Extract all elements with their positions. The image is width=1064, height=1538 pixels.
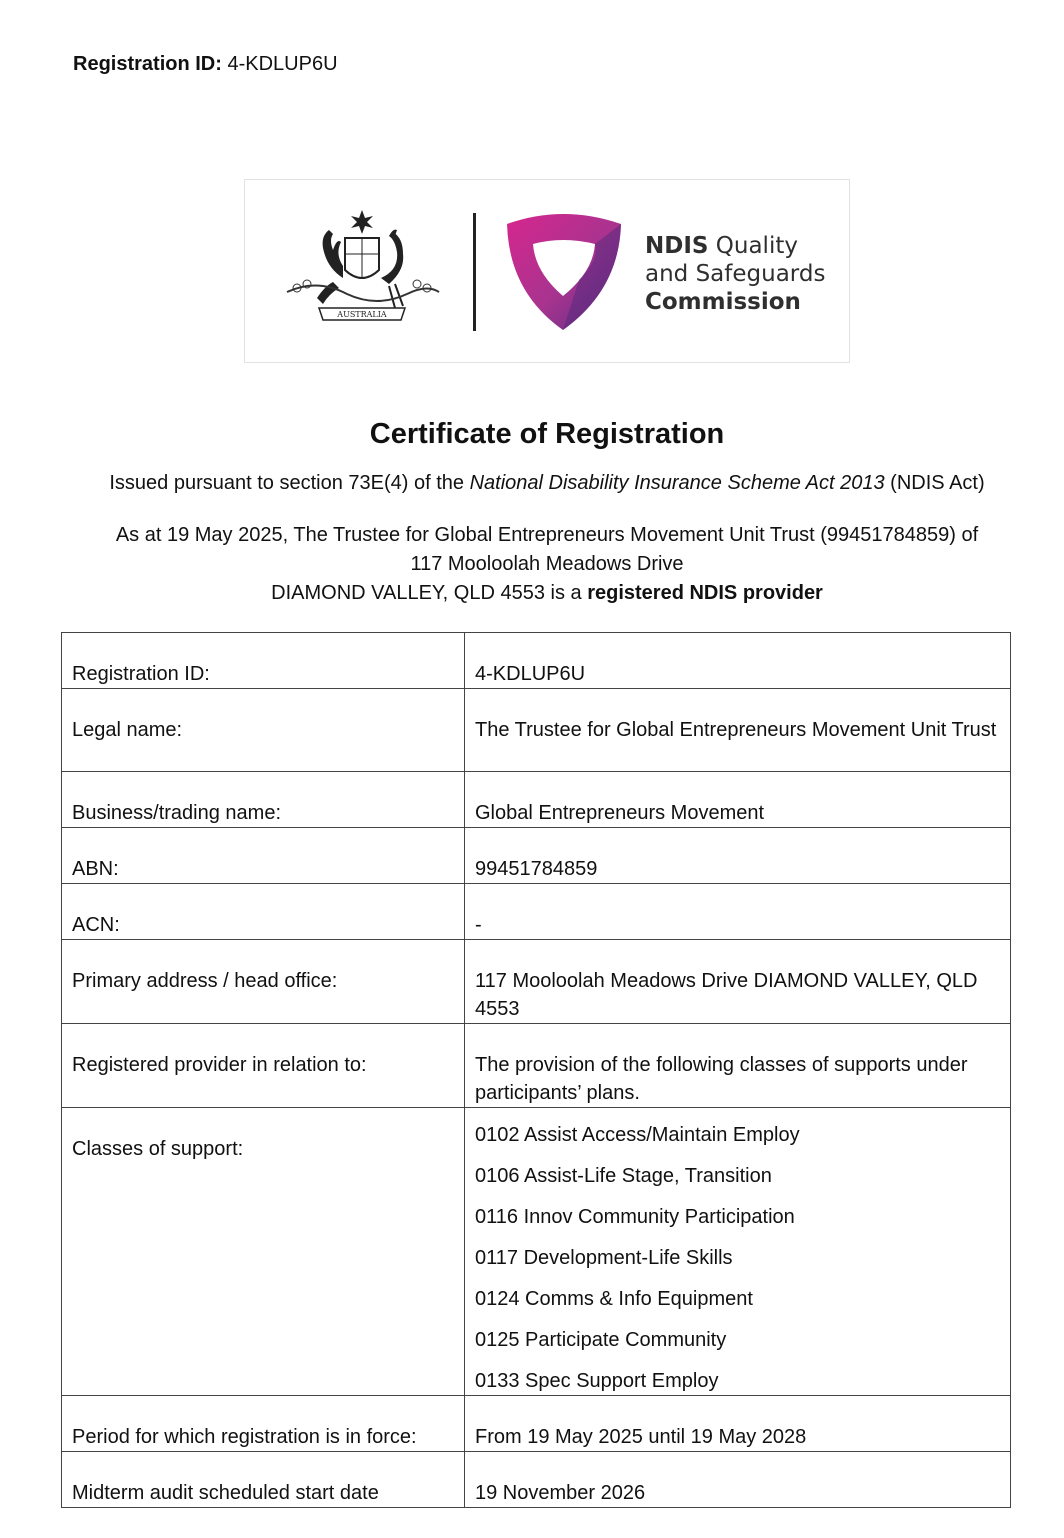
table-row-classes bbox=[62, 1108, 1011, 1396]
row-value: 4-KDLUP6U bbox=[465, 633, 1011, 689]
row-label: Primary address / head office: bbox=[62, 940, 465, 1024]
classes-list bbox=[465, 1108, 1011, 1396]
table-row bbox=[62, 633, 1011, 689]
header-registration-value: 4-KDLUP6U bbox=[227, 53, 338, 75]
midterm-label: Midterm audit scheduled start date bbox=[62, 1452, 465, 1508]
header-registration-label: Registration ID: bbox=[73, 53, 222, 75]
classes-label: Classes of support: bbox=[62, 1108, 465, 1396]
svg-text:AUSTRALIA: AUSTRALIA bbox=[337, 310, 387, 319]
list-item: 0133 Spec Support Employ bbox=[475, 1370, 719, 1392]
list-item: 0102 Assist Access/Maintain Employ bbox=[475, 1124, 800, 1146]
row-label: ABN: bbox=[62, 828, 465, 884]
table-row bbox=[62, 1024, 1011, 1108]
midterm-value: 19 November 2026 bbox=[465, 1452, 1011, 1508]
row-label: Business/trading name: bbox=[62, 772, 465, 828]
list-item: 0124 Comms & Info Equipment bbox=[475, 1288, 753, 1310]
ndis-shield-logo-icon bbox=[503, 210, 625, 332]
row-label: Legal name: bbox=[62, 689, 465, 772]
as-at-statement: As at 19 May 2025, The Trustee for Global Entrepreneurs Movement Unit Trust (99451784859) of 117 Mooloolah Meadows Drive DIAMOND VALLEY, QLD 4553 is a registered NDIS provider bbox=[115, 524, 979, 604]
row-value: 117 Mooloolah Meadows Drive DIAMOND VALLEY, QLD 4553 bbox=[465, 940, 1011, 1024]
row-value: Global Entrepreneurs Movement bbox=[465, 772, 1011, 828]
row-value: 99451784859 bbox=[465, 828, 1011, 884]
list-item: 0117 Development-Life Skills bbox=[475, 1247, 733, 1269]
row-label: Registration ID: bbox=[62, 633, 465, 689]
table-row bbox=[62, 772, 1011, 828]
table-row bbox=[62, 884, 1011, 940]
row-label: ACN: bbox=[62, 884, 465, 940]
table-row bbox=[62, 689, 1011, 772]
registration-details-table bbox=[61, 632, 1011, 1508]
row-value: - bbox=[465, 884, 1011, 940]
period-value: From 19 May 2025 until 19 May 2028 bbox=[465, 1396, 1011, 1452]
table-row bbox=[62, 1452, 1011, 1508]
list-item: 0116 Innov Community Participation bbox=[475, 1206, 795, 1228]
ndis-commission-wordmark: NDIS Quality and Safeguards Commission bbox=[645, 233, 826, 315]
table-row bbox=[62, 940, 1011, 1024]
issued-statement: Issued pursuant to section 73E(4) of the National Disability Insurance Scheme Act 2013 (NDIS Act) bbox=[109, 472, 985, 494]
table-row bbox=[62, 1396, 1011, 1452]
header-registration-id bbox=[73, 53, 338, 76]
table-row bbox=[62, 828, 1011, 884]
certificate-title: Certificate of Registration bbox=[369, 418, 725, 450]
period-label: Period for which registration is in force: bbox=[62, 1396, 465, 1452]
australian-coat-of-arms-icon bbox=[277, 208, 447, 328]
logo-divider bbox=[473, 213, 476, 331]
list-item: 0125 Participate Community bbox=[475, 1329, 727, 1351]
logo-banner bbox=[244, 179, 850, 363]
list-item: 0106 Assist-Life Stage, Transition bbox=[475, 1165, 772, 1187]
row-value: The Trustee for Global Entrepreneurs Movement Unit Trust bbox=[465, 689, 1011, 772]
row-value: The provision of the following classes of supports under participants’ plans. bbox=[465, 1024, 1011, 1108]
row-label: Registered provider in relation to: bbox=[62, 1024, 465, 1108]
